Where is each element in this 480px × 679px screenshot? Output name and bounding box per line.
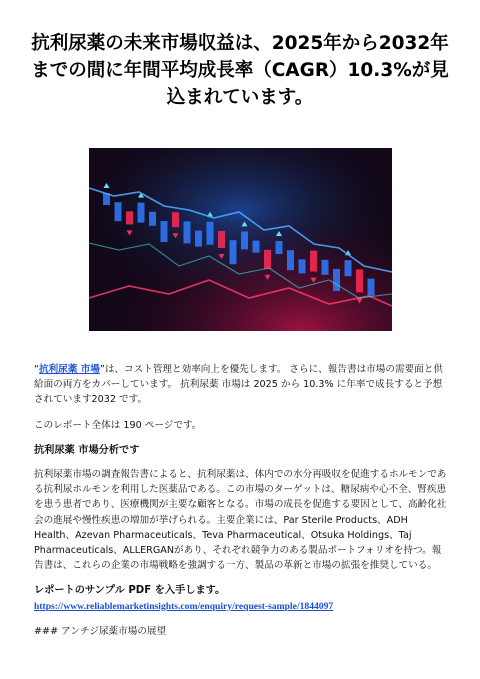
- outlook-heading: ### アンチジ尿薬市場の展望: [34, 625, 167, 637]
- chart-bar: [218, 231, 225, 248]
- sample-pdf-link[interactable]: https://www.reliablemarketinsights.com/enquiry/request-sample/1844097: [34, 600, 334, 612]
- chart-bar: [161, 221, 168, 242]
- page-title: 抗利尿薬の未来市場収益は、2025年から2032年までの間に年間平均成長率（CAGR）10.3%が見込まれています。: [31, 33, 449, 108]
- chart-bar: [138, 203, 145, 223]
- intro-text: ”は、コスト管理と効率向上を優先します。 さらに、報告書は市場の需要面と供給面の両方をカバーしています。 抗利尿薬 市場は 2025 から 10.3% に年率で成長すると予想されています2032 です。: [34, 364, 443, 406]
- chart-bar: [184, 221, 191, 243]
- analysis-paragraph: 抗利尿薬市場の調査報告書によると、抗利尿薬は、体内での水分再吸収を促進するホルモンである抗利尿ホルモンを利用した医薬品である。この市場のターゲットは、糖尿病や心不全、腎疾患を患う患者であり、医療機関が主要な顧客となる。市場の成長を促進する要因として、高齢化社会の進展や慢性疾患の増加が挙げられる。主要企業には、Par Sterile Products、ADH Health、Azevan Pharmaceuticals、Teva Pharmaceutical、Otsuka Holdings、Taj Pharmaceuticals、ALLERGANがあり、それぞれ競争力のある製品ポートフォリオを持つ。報告書は、これらの企業の市場戦略を強調する一方、製品の革新と市場の拡張を推奨している。: [34, 469, 447, 572]
- hero-chart-image: [89, 148, 392, 331]
- sample-section: [34, 583, 448, 613]
- chart-bar: [241, 231, 248, 249]
- analysis-heading: 抗利尿薬 市場分析です: [34, 444, 140, 456]
- chart-bar: [345, 260, 352, 276]
- chart-bar: [356, 269, 363, 292]
- quote-mark: “: [34, 364, 39, 375]
- chart-bar: [253, 241, 260, 253]
- chart-bar: [276, 241, 283, 254]
- chart-bar: [149, 212, 156, 226]
- chart-bar: [115, 202, 122, 221]
- chart-bar: [126, 211, 133, 224]
- chart-bar: [368, 279, 375, 296]
- chart-bar: [230, 240, 237, 264]
- chart-bar: [207, 222, 214, 245]
- chart-bar: [172, 212, 179, 227]
- article-body: [34, 362, 448, 639]
- chart-bar: [310, 251, 317, 272]
- chart-bar: [287, 250, 294, 270]
- chart-bar: [195, 231, 202, 247]
- pages-note: このレポート全体は 190 ページです。: [34, 419, 202, 431]
- chart-bar: [333, 269, 340, 291]
- intro-paragraph: [34, 362, 448, 408]
- stock-chart-illustration: [89, 148, 392, 331]
- sample-heading: レポートのサンプル PDF を入手します。: [34, 585, 226, 597]
- market-link[interactable]: 抗利尿薬 市場: [38, 364, 100, 375]
- chart-bar: [264, 250, 271, 269]
- chart-bar: [299, 259, 306, 273]
- chart-bar: [322, 260, 329, 275]
